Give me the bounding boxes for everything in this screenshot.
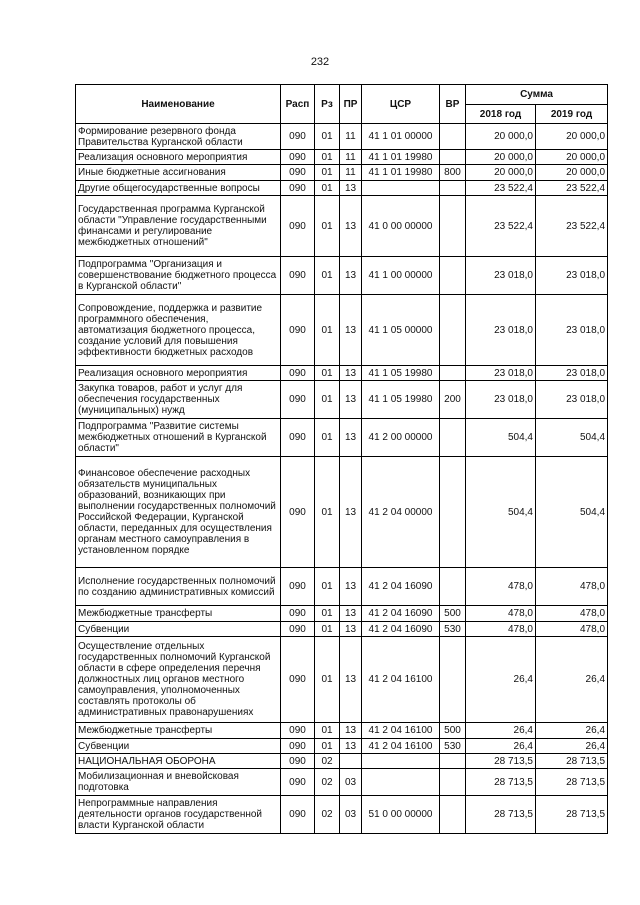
cell-pr: 11 [340,124,362,150]
cell-sum-2018: 20 000,0 [466,150,536,165]
cell-pr: 13 [340,419,362,457]
cell-sum-2019: 23 018,0 [536,257,608,295]
cell-sum-2019: 26,4 [536,637,608,723]
table-row [76,196,608,257]
table-row [76,165,608,181]
cell-pr: 13 [340,181,362,196]
cell-rasp: 090 [281,124,315,150]
cell-name: Мобилизационная и вневойсковая подготовка [76,769,281,796]
cell-rz: 01 [315,196,340,257]
cell-name: Подпрограмма "Организация и совершенствование бюджетного процесса в Курганской области" [76,257,281,295]
cell-name: Осуществление отдельных государственных полномочий Курганской области в сфере определения перечня должностных лиц органов местного самоуправления, уполномоченных составлять протоколы об административных правонарушениях [76,637,281,723]
col-header-rz: Рз [315,85,340,124]
cell-vr [440,181,466,196]
page-number: 232 [310,56,330,68]
col-header-rasp: Расп [281,85,315,124]
col-header-name: Наименование [76,85,281,124]
cell-vr [440,754,466,769]
cell-vr [440,295,466,366]
cell-rz: 01 [315,568,340,606]
cell-name: Сопровождение, поддержка и развитие программного обеспечения, автоматизация бюджетного процесса, создание условий для повышения эффективности бюджетных расходов [76,295,281,366]
cell-pr: 13 [340,568,362,606]
cell-csr: 41 1 01 19980 [362,150,440,165]
cell-vr: 800 [440,165,466,181]
cell-csr: 41 2 04 16100 [362,739,440,754]
cell-pr: 13 [340,606,362,622]
cell-csr: 41 1 01 19980 [362,165,440,181]
cell-sum-2018: 23 018,0 [466,366,536,381]
col-header-pr: ПР [340,85,362,124]
cell-vr: 500 [440,723,466,739]
cell-name: Государственная программа Курганской области "Управление государственными финансами и регулирование межбюджетных отношений" [76,196,281,257]
cell-name: Подпрограмма "Развитие системы межбюджетных отношений в Курганской области" [76,419,281,457]
cell-pr: 13 [340,457,362,568]
table-row [76,457,608,568]
cell-sum-2019: 23 018,0 [536,381,608,419]
cell-pr: 13 [340,739,362,754]
cell-rz: 01 [315,637,340,723]
cell-vr [440,366,466,381]
cell-vr: 200 [440,381,466,419]
cell-sum-2018: 478,0 [466,622,536,637]
cell-sum-2018: 28 713,5 [466,796,536,834]
cell-sum-2018: 23 018,0 [466,295,536,366]
cell-sum-2019: 504,4 [536,419,608,457]
cell-rz: 01 [315,124,340,150]
col-header-csr: ЦСР [362,85,440,124]
cell-rz: 01 [315,165,340,181]
cell-vr [440,196,466,257]
cell-rasp: 090 [281,622,315,637]
cell-sum-2019: 23 522,4 [536,196,608,257]
cell-rz: 01 [315,739,340,754]
table-row [76,366,608,381]
cell-rasp: 090 [281,165,315,181]
cell-sum-2019: 478,0 [536,568,608,606]
cell-sum-2018: 23 018,0 [466,381,536,419]
cell-rasp: 090 [281,257,315,295]
cell-pr: 13 [340,257,362,295]
cell-pr: 13 [340,366,362,381]
col-header-sum: Сумма [466,85,608,105]
cell-csr [362,181,440,196]
cell-csr: 41 2 04 16100 [362,637,440,723]
cell-rz: 02 [315,754,340,769]
cell-pr: 13 [340,196,362,257]
cell-rasp: 090 [281,181,315,196]
cell-rasp: 090 [281,150,315,165]
cell-vr [440,769,466,796]
table-row [76,637,608,723]
cell-sum-2019: 504,4 [536,457,608,568]
table-row [76,622,608,637]
cell-vr [440,457,466,568]
cell-rasp: 090 [281,606,315,622]
cell-sum-2018: 478,0 [466,606,536,622]
cell-name: Субвенции [76,622,281,637]
cell-rz: 01 [315,257,340,295]
cell-sum-2019: 20 000,0 [536,150,608,165]
cell-csr: 41 1 00 00000 [362,257,440,295]
cell-rz: 01 [315,419,340,457]
cell-sum-2018: 23 018,0 [466,257,536,295]
cell-name: НАЦИОНАЛЬНАЯ ОБОРОНА [76,754,281,769]
table-row [76,295,608,366]
cell-rz: 01 [315,622,340,637]
cell-rz: 01 [315,723,340,739]
cell-vr [440,637,466,723]
table-row [76,257,608,295]
table-row [76,419,608,457]
cell-csr: 41 1 05 19980 [362,366,440,381]
cell-name: Финансовое обеспечение расходных обязательств муниципальных образований, возникающих при выполнении государственных полномочий Российской Федерации, Курганской области, переданных для осуществления органам местного самоуправления в установленном порядке [76,457,281,568]
cell-sum-2018: 28 713,5 [466,754,536,769]
cell-rz: 01 [315,381,340,419]
cell-rasp: 090 [281,796,315,834]
cell-rz: 01 [315,606,340,622]
col-header-2018: 2018 год [466,105,536,124]
table-row [76,181,608,196]
cell-pr: 03 [340,769,362,796]
cell-name: Реализация основного мероприятия [76,366,281,381]
cell-pr: 13 [340,295,362,366]
cell-vr [440,124,466,150]
cell-csr: 41 2 04 16090 [362,606,440,622]
cell-vr [440,257,466,295]
cell-sum-2018: 26,4 [466,637,536,723]
cell-rasp: 090 [281,419,315,457]
cell-sum-2019: 28 713,5 [536,754,608,769]
table-row [76,124,608,150]
budget-table [75,84,608,834]
cell-vr: 530 [440,622,466,637]
cell-sum-2018: 478,0 [466,568,536,606]
cell-sum-2018: 20 000,0 [466,124,536,150]
cell-sum-2019: 26,4 [536,739,608,754]
cell-sum-2018: 28 713,5 [466,769,536,796]
table-row [76,606,608,622]
cell-name: Исполнение государственных полномочий по созданию административных комиссий [76,568,281,606]
cell-rz: 01 [315,295,340,366]
cell-pr: 03 [340,796,362,834]
table-row [76,723,608,739]
cell-rasp: 090 [281,637,315,723]
cell-pr: 13 [340,723,362,739]
cell-name: Иные бюджетные ассигнования [76,165,281,181]
cell-pr: 13 [340,637,362,723]
cell-sum-2019: 478,0 [536,622,608,637]
cell-name: Межбюджетные трансферты [76,606,281,622]
cell-rasp: 090 [281,196,315,257]
cell-name: Субвенции [76,739,281,754]
table-row [76,796,608,834]
cell-pr [340,754,362,769]
cell-rz: 01 [315,181,340,196]
cell-sum-2019: 23 018,0 [536,295,608,366]
cell-name: Формирование резервного фонда Правительства Курганской области [76,124,281,150]
cell-sum-2018: 504,4 [466,457,536,568]
cell-name: Закупка товаров, работ и услуг для обеспечения государственных (муниципальных) нужд [76,381,281,419]
cell-csr: 51 0 00 00000 [362,796,440,834]
col-header-2019: 2019 год [536,105,608,124]
cell-pr: 13 [340,622,362,637]
table-row [76,568,608,606]
cell-rasp: 090 [281,754,315,769]
cell-sum-2019: 23 018,0 [536,366,608,381]
cell-rz: 01 [315,457,340,568]
cell-csr: 41 2 00 00000 [362,419,440,457]
cell-vr [440,419,466,457]
cell-rasp: 090 [281,568,315,606]
table-row [76,754,608,769]
cell-vr [440,150,466,165]
table-row [76,381,608,419]
cell-csr: 41 2 04 00000 [362,457,440,568]
cell-rz: 02 [315,769,340,796]
cell-rasp: 090 [281,381,315,419]
cell-sum-2019: 20 000,0 [536,124,608,150]
cell-sum-2018: 23 522,4 [466,196,536,257]
cell-sum-2018: 504,4 [466,419,536,457]
cell-vr: 500 [440,606,466,622]
cell-sum-2018: 20 000,0 [466,165,536,181]
cell-name: Реализация основного мероприятия [76,150,281,165]
cell-rasp: 090 [281,457,315,568]
cell-rasp: 090 [281,769,315,796]
cell-sum-2018: 26,4 [466,739,536,754]
table-row [76,150,608,165]
cell-csr: 41 0 00 00000 [362,196,440,257]
cell-sum-2019: 20 000,0 [536,165,608,181]
cell-csr: 41 1 01 00000 [362,124,440,150]
cell-pr: 13 [340,381,362,419]
cell-name: Другие общегосударственные вопросы [76,181,281,196]
cell-vr [440,796,466,834]
cell-pr: 11 [340,150,362,165]
col-header-vr: ВР [440,85,466,124]
cell-csr: 41 1 05 00000 [362,295,440,366]
table-row [76,769,608,796]
cell-sum-2019: 26,4 [536,723,608,739]
cell-vr: 530 [440,739,466,754]
cell-rz: 01 [315,150,340,165]
cell-pr: 11 [340,165,362,181]
cell-rz: 02 [315,796,340,834]
cell-sum-2019: 28 713,5 [536,769,608,796]
cell-name: Межбюджетные трансферты [76,723,281,739]
cell-sum-2019: 28 713,5 [536,796,608,834]
cell-rz: 01 [315,366,340,381]
cell-csr [362,754,440,769]
cell-sum-2018: 26,4 [466,723,536,739]
cell-sum-2019: 478,0 [536,606,608,622]
cell-sum-2019: 23 522,4 [536,181,608,196]
cell-csr: 41 1 05 19980 [362,381,440,419]
cell-csr: 41 2 04 16100 [362,723,440,739]
cell-csr: 41 2 04 16090 [362,568,440,606]
cell-sum-2018: 23 522,4 [466,181,536,196]
cell-rasp: 090 [281,739,315,754]
cell-rasp: 090 [281,723,315,739]
cell-rasp: 090 [281,295,315,366]
cell-name: Непрограммные направления деятельности органов государственной власти Курганской области [76,796,281,834]
cell-csr: 41 2 04 16090 [362,622,440,637]
table-row [76,739,608,754]
cell-rasp: 090 [281,366,315,381]
cell-csr [362,769,440,796]
cell-vr [440,568,466,606]
